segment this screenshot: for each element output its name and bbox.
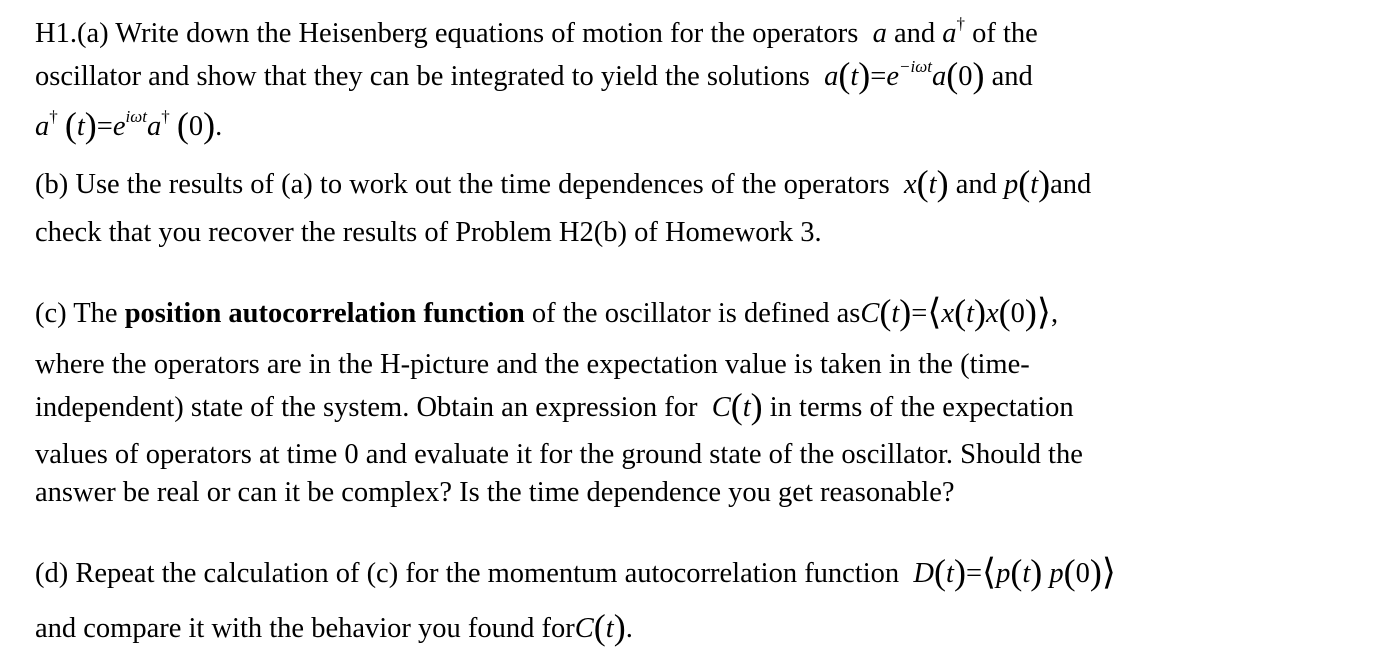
- math-C-t-final: C(t).: [574, 607, 633, 647]
- part-b-line2-text: check that you recover the results of Problem H2(b) of Homework 3.: [35, 217, 822, 248]
- part-d-line-2: [35, 607, 633, 647]
- part-b-line1-and2: and: [1050, 169, 1092, 200]
- part-d-line2-pre: and compare it with the behavior you found for: [35, 613, 575, 644]
- part-a-line-1: [35, 14, 1038, 49]
- math-p-t: p(t): [1003, 163, 1051, 203]
- part-a-line2-and: and: [991, 61, 1033, 92]
- part-d-line1-text: (d) Repeat the calculation of (c) for the momentum autocorrelation function: [35, 558, 900, 589]
- part-c-line3-post: in terms of the expectation: [769, 392, 1074, 423]
- part-d-line-1: [35, 552, 1116, 592]
- part-a-line-2: [35, 55, 1033, 95]
- part-b-line-2: [35, 219, 822, 248]
- part-c-line-2: [35, 351, 1030, 380]
- part-c-line1-post: of the oscillator is defined as: [531, 298, 861, 329]
- math-C-t: C(t): [711, 386, 763, 426]
- part-c-line-3: [35, 386, 1074, 426]
- part-c-line1-pre: (c) The: [35, 298, 118, 329]
- equation-C-t: C(t)=⟨x(t)x(0)⟩,: [860, 292, 1059, 332]
- math-x-t: x(t): [903, 163, 949, 203]
- part-b-line1-text: (b) Use the results of (a) to work out the time dependences of the operators: [35, 169, 890, 200]
- problem-label: H1.: [35, 18, 77, 49]
- part-b-line1-and1: and: [955, 169, 997, 200]
- part-a-line2-text: oscillator and show that they can be integrated to yield the solutions: [35, 61, 810, 92]
- equation-a-dagger-t: a† $(t)=e^{i\omega t}a^\dagger$ (0).: [35, 105, 223, 145]
- equation-a-t: $a(t)=e^{-i\omega t}a(0)$: [824, 55, 985, 95]
- math-a-dagger: a†: [942, 14, 965, 49]
- part-c-line-1: [35, 292, 1059, 332]
- part-c-line-5: [35, 479, 955, 508]
- part-c-line4-text: values of operators at time 0 and evaluate it for the ground state of the oscillator. Should the: [35, 439, 1083, 470]
- part-c-line-4: [35, 441, 1083, 470]
- part-a-line-3: [35, 105, 223, 145]
- term-position-autocorrelation: position autocorrelation function: [124, 298, 525, 329]
- part-c-line3-pre: independent) state of the system. Obtain an expression for: [35, 392, 698, 423]
- part-a-line1-text: (a) Write down the Heisenberg equations of motion for the operators: [76, 18, 859, 49]
- part-a-line1-tail: of the: [972, 18, 1038, 49]
- part-a-line1-and: and: [893, 18, 936, 49]
- equation-D-t: D(t)=⟨p(t) p(0)⟩: [913, 552, 1116, 592]
- part-c-line5-text: answer be real or can it be complex? Is the time dependence you get reasonable?: [35, 477, 955, 508]
- math-a: a: [872, 18, 887, 49]
- part-c-line2-text: where the operators are in the H-picture and the expectation value is taken in the (time-: [35, 349, 1030, 380]
- part-b-line-1: [35, 163, 1092, 203]
